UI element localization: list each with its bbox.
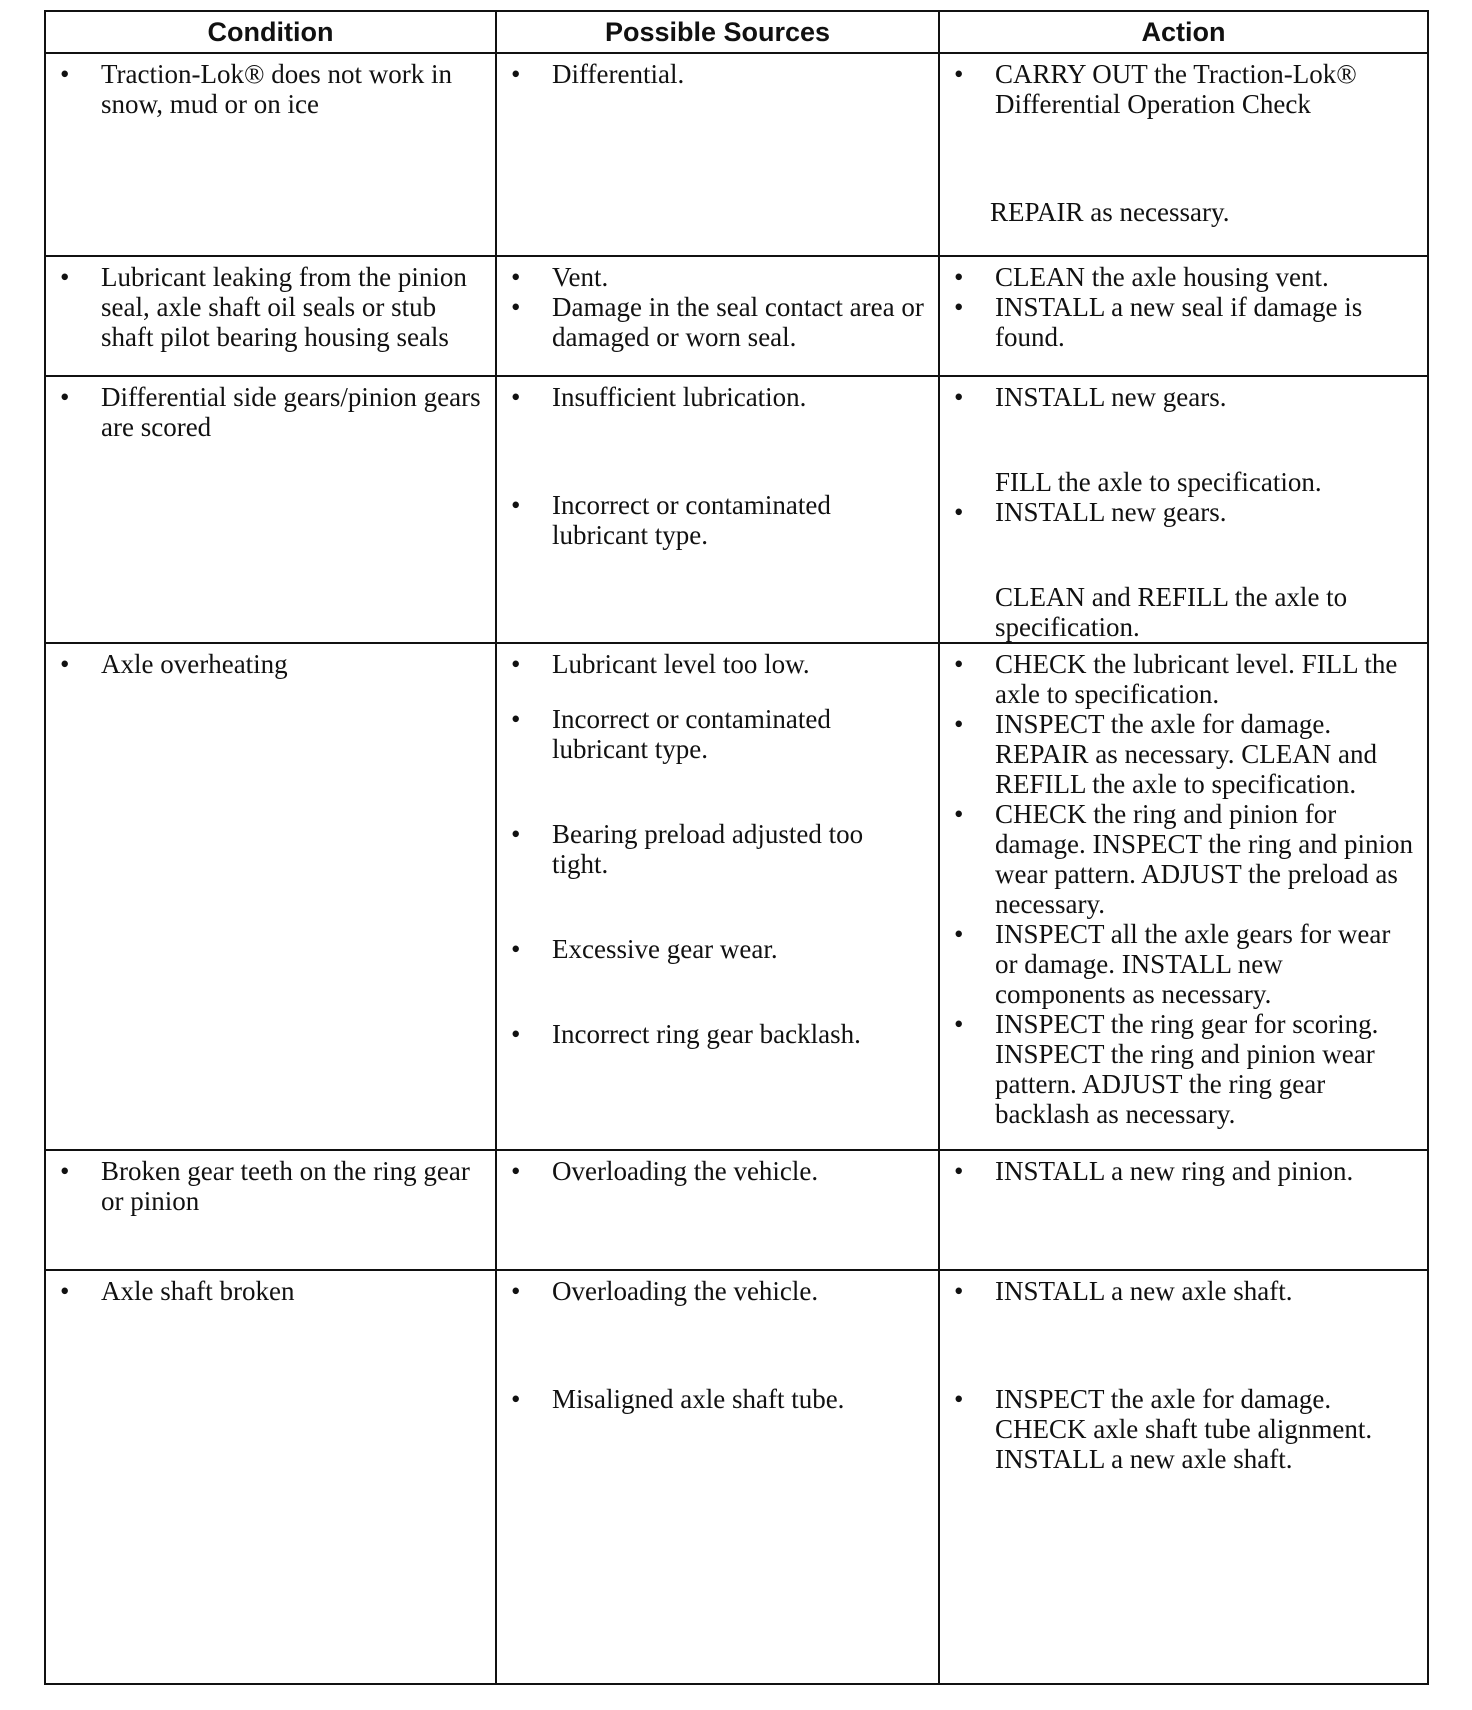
action-item: • INSTALL a new ring and pinion. (940, 1156, 1427, 1186)
condition-text: • Axle overheating (46, 649, 495, 679)
action-item: • INSTALL a new axle shaft. (940, 1276, 1427, 1306)
action-item: • CHECK the lubricant level. FILL the axle to specification. (940, 649, 1427, 709)
condition-text: • Traction-Lok® does not work in snow, mud or on ice (46, 59, 495, 119)
condition-text: • Lubricant leaking from the pinion seal, axle shaft oil seals or stub shaft pilot bearing housing seals (46, 262, 495, 352)
action-item: • INSPECT the ring gear for scoring. INSPECT the ring and pinion wear pattern. ADJUST the ring gear backlash as necessary. (940, 1009, 1427, 1129)
source-item: • Misaligned axle shaft tube. (497, 1384, 938, 1414)
action-item: • INSPECT the axle for damage. CHECK axle shaft tube alignment. INSTALL a new axle shaft. (940, 1384, 1427, 1474)
sources-cell (496, 1270, 939, 1684)
action-cell (939, 53, 1428, 256)
condition-cell (45, 376, 496, 643)
action-cell (939, 1270, 1428, 1684)
sources-cell (496, 53, 939, 256)
action-item: • CARRY OUT the Traction-Lok® Differential Operation Check (940, 59, 1427, 119)
header-action: Action (939, 11, 1428, 53)
action-cell (939, 1150, 1428, 1270)
table-row (45, 1150, 1428, 1270)
sources-cell (496, 1150, 939, 1270)
sources-cell (496, 376, 939, 643)
source-item: • Incorrect ring gear backlash. (497, 1019, 938, 1049)
table-row (45, 643, 1428, 1150)
table-row (45, 53, 1428, 256)
header-row (45, 11, 1428, 53)
action-cell (939, 376, 1428, 643)
condition-cell (45, 643, 496, 1150)
action-item: • CHECK the ring and pinion for damage. INSPECT the ring and pinion wear pattern. ADJUST the preload as necessary. (940, 799, 1427, 919)
action-item: REPAIR as necessary. (990, 197, 1230, 227)
source-item: • Vent. (497, 262, 938, 292)
condition-cell (45, 1270, 496, 1684)
condition-text: • Broken gear teeth on the ring gear or pinion (46, 1156, 495, 1216)
action-item: • INSTALL new gears. (940, 382, 1427, 412)
source-item: • Insufficient lubrication. (497, 382, 938, 412)
source-item: • Differential. (497, 59, 938, 89)
table-row (45, 376, 1428, 643)
source-item: • Lubricant level too low. (497, 649, 938, 679)
sources-cell (496, 256, 939, 376)
action-item: CLEAN and REFILL the axle to specification. (995, 582, 1348, 642)
action-cell (939, 256, 1428, 376)
source-item: • Damage in the seal contact area or damaged or worn seal. (497, 292, 938, 352)
table-row (45, 256, 1428, 376)
action-item: • CLEAN the axle housing vent. (940, 262, 1427, 292)
diagnosis-table (44, 10, 1429, 1685)
source-item: • Incorrect or contaminated lubricant type. (497, 704, 938, 764)
condition-cell (45, 53, 496, 256)
source-item: • Incorrect or contaminated lubricant type. (497, 490, 938, 550)
table-row (45, 1270, 1428, 1684)
condition-cell (45, 256, 496, 376)
header-condition: Condition (45, 11, 496, 53)
source-item: • Overloading the vehicle. (497, 1156, 938, 1186)
action-cell (939, 643, 1428, 1150)
source-item: • Bearing preload adjusted too tight. (497, 819, 938, 879)
action-item: FILL the axle to specification. (995, 467, 1322, 497)
source-item: • Overloading the vehicle. (497, 1276, 938, 1306)
condition-text: • Axle shaft broken (46, 1276, 495, 1306)
action-item: • INSTALL a new seal if damage is found. (940, 292, 1427, 352)
header-possible-sources: Possible Sources (496, 11, 939, 53)
condition-text: • Differential side gears/pinion gears are scored (46, 382, 495, 442)
condition-cell (45, 1150, 496, 1270)
action-item: • INSTALL new gears. (940, 497, 1427, 527)
action-item: • INSPECT all the axle gears for wear or damage. INSTALL new components as necessary. (940, 919, 1427, 1009)
sources-cell (496, 643, 939, 1150)
source-item: • Excessive gear wear. (497, 934, 938, 964)
action-item: • INSPECT the axle for damage. REPAIR as necessary. CLEAN and REFILL the axle to specification. (940, 709, 1427, 799)
